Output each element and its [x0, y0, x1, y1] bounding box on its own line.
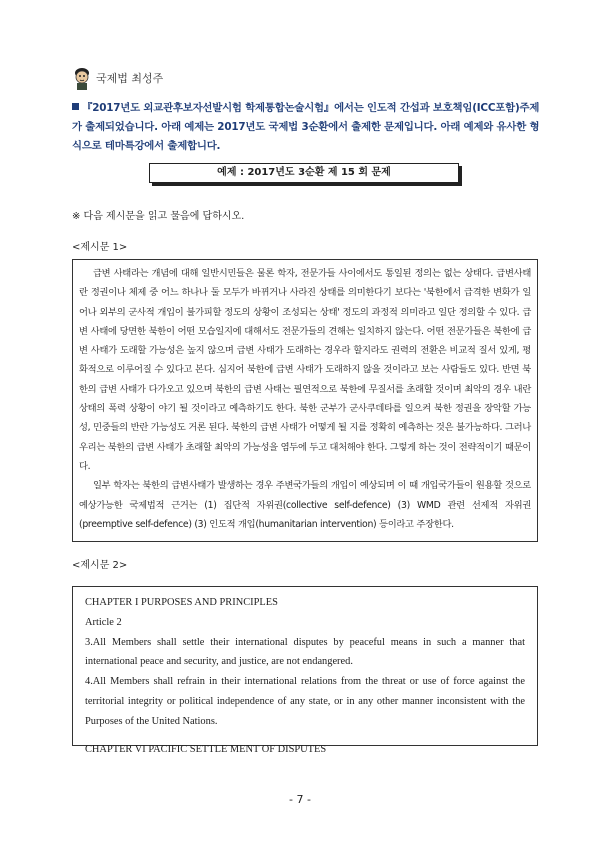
instruction: ※ 다음 제시문을 읽고 물음에 답하시오.	[72, 211, 245, 222]
passage2-article: Article 2	[85, 616, 122, 628]
passage2-clause-3: 3.All Members shall settle their international disputes by peaceful means in such a manner that international peace and security, and justice, are not endangered.	[85, 636, 525, 668]
author-caricature-icon	[72, 66, 92, 90]
passage1-box	[72, 259, 538, 542]
page-number: - 7 -	[289, 793, 311, 806]
intro-text: 『2017년도 외교관후보자선발시험 학제통합논술시험』에서는 인도적 간섭과 보호책임(ICC포함)주제가 출제되었습니다. 아래 예제는 2017년도 국제법 3순환에서 출제한 문제입니다. 아래 예제와 유사한 형식으로 테마특강에서 출제합니다.	[72, 102, 540, 152]
square-bullet-icon	[72, 103, 79, 110]
passage2-label: <제시문 2>	[72, 560, 128, 571]
exam-title-box: 예제 : 2017년도 3순환 제 15 회 문제	[149, 163, 459, 183]
passage1-paragraph-1: 급변 사태라는 개념에 대해 일반시민들은 물론 학자, 전문가들 사이에서도 통일된 정의는 없는 상태다. 급변사태란 정권이나 체제 중 어느 하나나 둘 모두가 바뀌거나 사라진 상태를 의미한다기 보다는 '북한에서 급격한 변화가 일어나 외부의 군사적 개입이 불가피할 정도의 상황이 조성되는 상태' 정도의 과정적 의미라고 일단 정의할 수 있다. 급변 사태에 당면한 북한이 어떤 모습일지에 대해서도 전문가들의 견해는 일치하지 않는다. 어떤 전문가들은 북한에 급변 사태가 도래할 가능성은 높지 않으며 급변 사태가 도래하는 경우라 할지라도 권력의 전환은 비교적 질서 있게, 평화적으로 이루어질 수 있다고 본다. 심지어 북한에 급변 사태가 도래하지 않을 것이라고 보는 사람들도 있다. 반면 북한의 급변 사태가 다가오고 있으며 북한의 급변 사태는 필연적으로 북한에 무질서를 초래할 것이며 최악의 경우 내란 상태의 폭력 상황이 야기 될 것이라고 예측하기도 한다. 북한 군부가 군사쿠데타를 일으켜 북한 정권을 장악할 가능성, 민중들의 반란 가능성도 거론 된다. 북한의 급변 사태가 어떻게 될 지를 정확히 예측하는 것은 불가능하다. 그러나 우리는 북한의 급변 사태가 초래할 최악의 가능성을 염두에 두고 대처해야 한다. 그렇게 하는 것이 전략적이기 때문이다.	[79, 268, 531, 472]
passage1-paragraph-2: 일부 학자는 북한의 급변사태가 발생하는 경우 주변국가들의 개입이 예상되며 이 때 개입국가들이 원용할 것으로 예상가능한 국제법적 근거는 (1) 집단적 자위권(collective self-defence) (3) WMD 관련 선제적 자위권(preemptive self-defence) (3) 인도적 개입(humanitarian intervention) 등이라고 주장한다.	[79, 480, 531, 530]
passage2-chapter-6-heading: CHAPTER VI PACIFIC SETTLE MENT OF DISPUTES	[85, 743, 327, 755]
passage2-chapter-heading: CHAPTER I PURPOSES AND PRINCIPLES	[85, 597, 278, 608]
passage2-spacer	[85, 732, 525, 740]
passage1-label: <제시문 1>	[72, 242, 128, 253]
author-name: 국제법 최성주	[96, 72, 164, 85]
passage2-clause-4: 4.All Members shall refrain in their international relations from the threat or use of force against the territorial integrity or political independence of any state, or in any other manner inconsistent with the Purposes of the United Nations.	[85, 676, 525, 727]
header	[72, 65, 163, 91]
intro-notice	[72, 99, 548, 156]
passage2-box	[72, 586, 538, 755]
